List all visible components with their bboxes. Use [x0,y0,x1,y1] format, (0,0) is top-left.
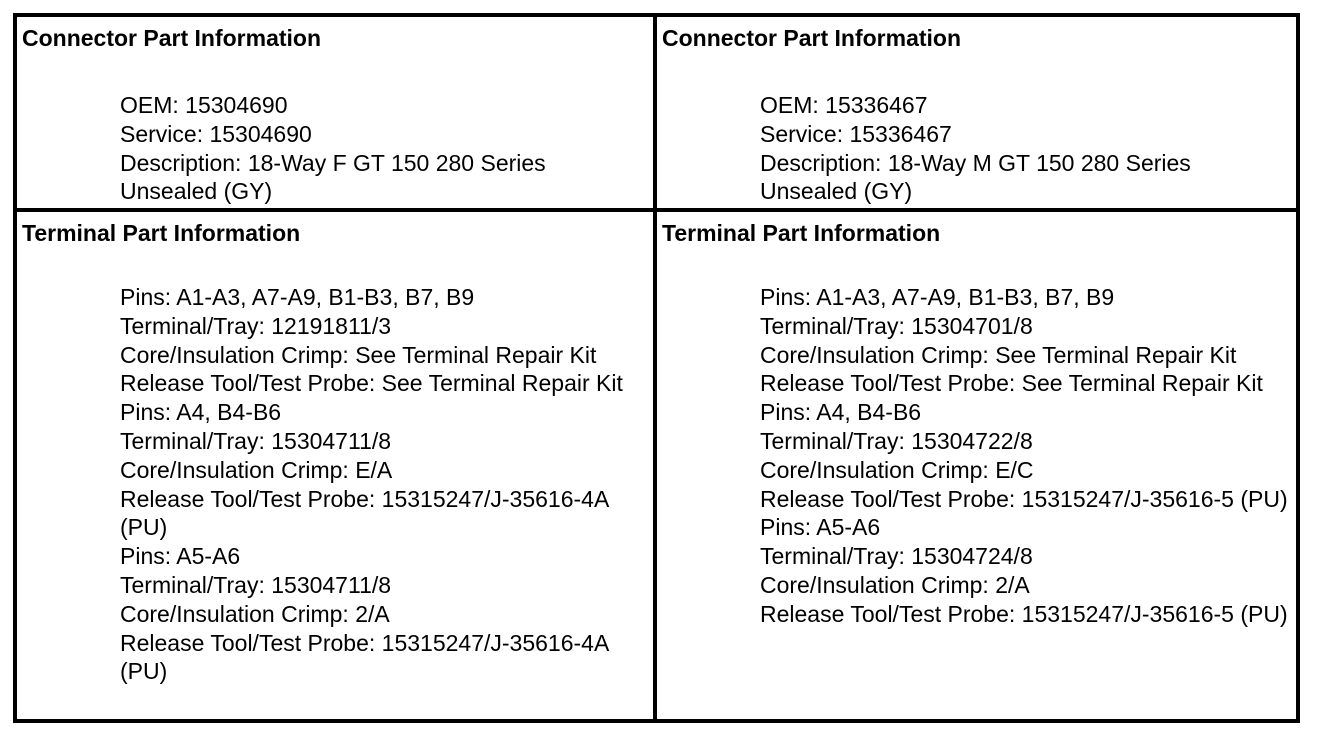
info-line: Pins: A5-A6 [120,543,241,570]
info-line: Pins: A1-A3, A7-A9, B1-B3, B7, B9 [120,284,475,310]
terminal-info-cell-right [657,212,1296,719]
cell-body [760,91,1292,206]
info-line: Core/Insulation Crimp: See Terminal Repair Kit [760,341,1237,368]
cell-body [120,283,649,686]
info-line: Terminal/Tray: 12191811/3 [120,312,392,339]
info-line: Core/Insulation Crimp: 2/A [120,600,390,627]
info-line: Service: 15304690 [120,120,312,147]
info-line: Core/Insulation Crimp: 2/A [760,571,1030,598]
info-line: Release Tool/Test Probe: 15315247/J-35616-5 (PU) [760,485,1288,512]
info-line: Pins: A4, B4-B6 [760,399,922,426]
info-line: Terminal/Tray: 15304701/8 [760,312,1033,339]
info-line: Release Tool/Test Probe: 15315247/J-35616-4A (PU) [120,485,609,541]
info-line: Service: 15336467 [760,120,952,147]
cell-body [760,283,1292,629]
info-line: Description: 18-Way F GT 150 280 Series Unsealed (GY) [120,149,546,205]
info-line: Release Tool/Test Probe: See Terminal Repair Kit [120,370,623,397]
info-line: Core/Insulation Crimp: See Terminal Repair Kit [120,341,597,368]
info-line: Terminal/Tray: 15304711/8 [120,571,392,598]
cell-title: Terminal Part Information [662,220,941,246]
info-line: Pins: A1-A3, A7-A9, B1-B3, B7, B9 [760,284,1115,310]
info-line: OEM: 15336467 [760,92,928,118]
info-line: Pins: A5-A6 [760,514,881,541]
info-line: Terminal/Tray: 15304724/8 [760,543,1033,570]
info-line: Pins: A4, B4-B6 [120,399,282,426]
info-line: Description: 18-Way M GT 150 280 Series Unsealed (GY) [760,149,1191,205]
cell-title: Connector Part Information [662,25,962,51]
info-line: Core/Insulation Crimp: E/A [120,456,393,483]
terminal-info-cell-left [17,212,657,719]
info-line: Terminal/Tray: 15304711/8 [120,427,392,454]
info-line: OEM: 15304690 [120,92,288,118]
cell-body [120,91,649,206]
info-line: Release Tool/Test Probe: See Terminal Repair Kit [760,370,1263,397]
connector-info-cell-right [657,17,1296,212]
connector-info-cell-left [17,17,657,212]
cell-title: Connector Part Information [22,25,322,51]
cell-title: Terminal Part Information [22,220,301,246]
info-line: Core/Insulation Crimp: E/C [760,456,1034,483]
connector-info-table [13,13,1300,723]
info-line: Terminal/Tray: 15304722/8 [760,427,1033,454]
info-line: Release Tool/Test Probe: 15315247/J-35616-4A (PU) [120,629,609,685]
info-line: Release Tool/Test Probe: 15315247/J-35616-5 (PU) [760,600,1288,627]
